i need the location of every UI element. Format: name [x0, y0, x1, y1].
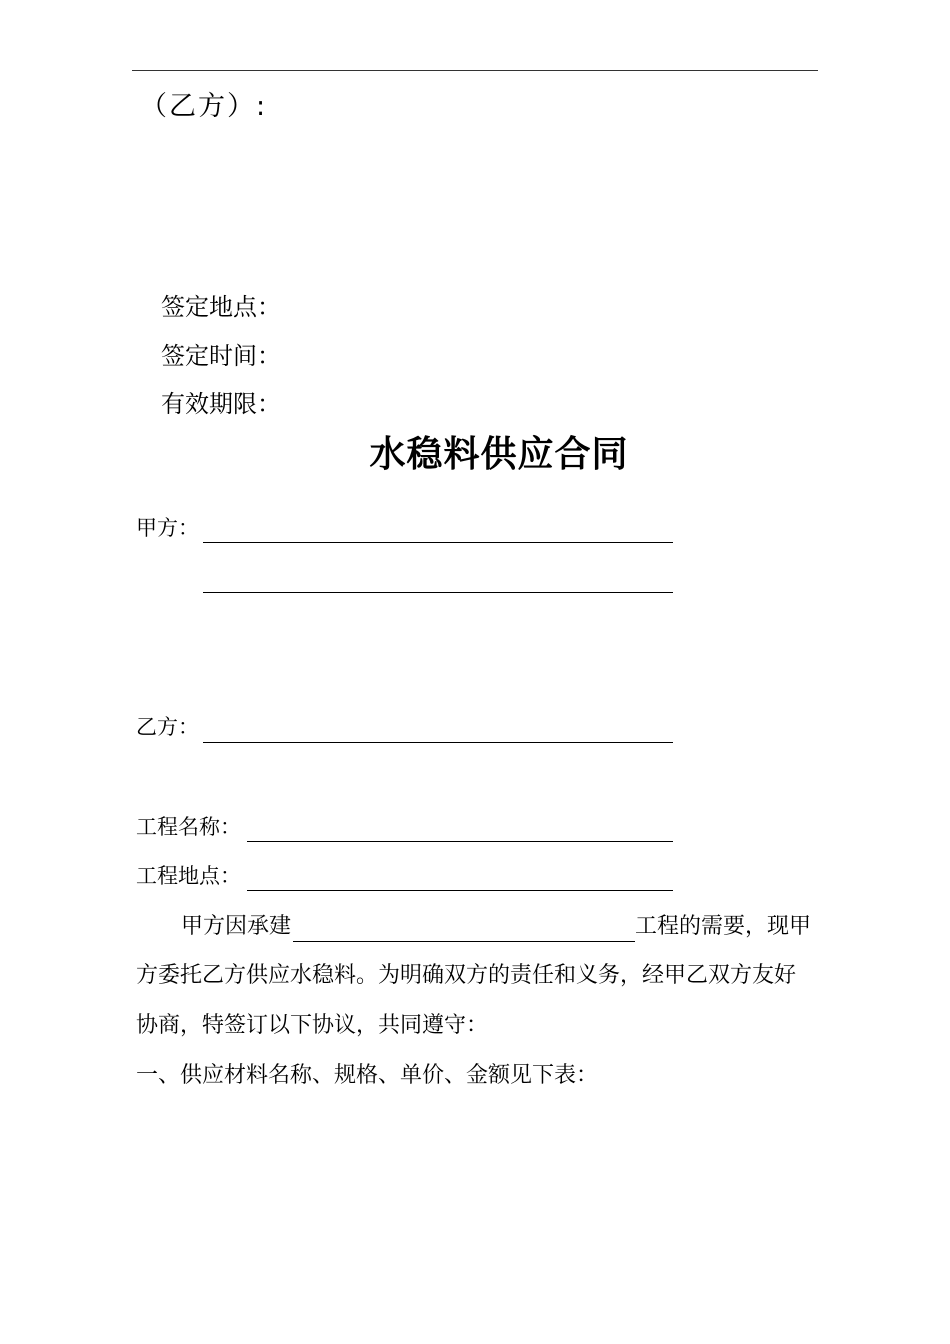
party-a-label: 甲方： — [136, 516, 199, 540]
body-line1-suffix: 工程的需要，现甲 — [635, 914, 812, 939]
project-site-label: 工程地点： — [136, 864, 241, 888]
body-line2: 方委托乙方供应水稳料。为明确双方的责任和义务，经甲乙双方友好 — [136, 963, 797, 988]
party-b-blank-line — [203, 742, 673, 743]
sign-time-label: 签定时间： — [161, 342, 281, 370]
project-name-blank-line — [247, 841, 673, 842]
project-blank-inline-line — [293, 941, 635, 942]
body-line1-prefix: 甲方因承建 — [181, 914, 292, 939]
project-name-label: 工程名称： — [136, 815, 241, 839]
party-b-label: 乙方： — [136, 715, 199, 739]
clause-1-heading: 一、供应材料名称、规格、单价、金额见下表： — [136, 1063, 599, 1088]
project-site-blank-line — [247, 890, 673, 891]
party-a-blank-line — [203, 542, 673, 543]
body-line3: 协商，特签订以下协议，共同遵守： — [136, 1013, 489, 1038]
top-divider — [132, 70, 818, 71]
cover-party-b-label: （乙方）: — [140, 91, 268, 122]
contract-title: 水稳料供应合同 — [369, 434, 629, 475]
validity-label: 有效期限： — [161, 390, 281, 418]
sign-place-label: 签定地点： — [161, 293, 281, 321]
party-a-blank-line-2 — [203, 592, 673, 593]
